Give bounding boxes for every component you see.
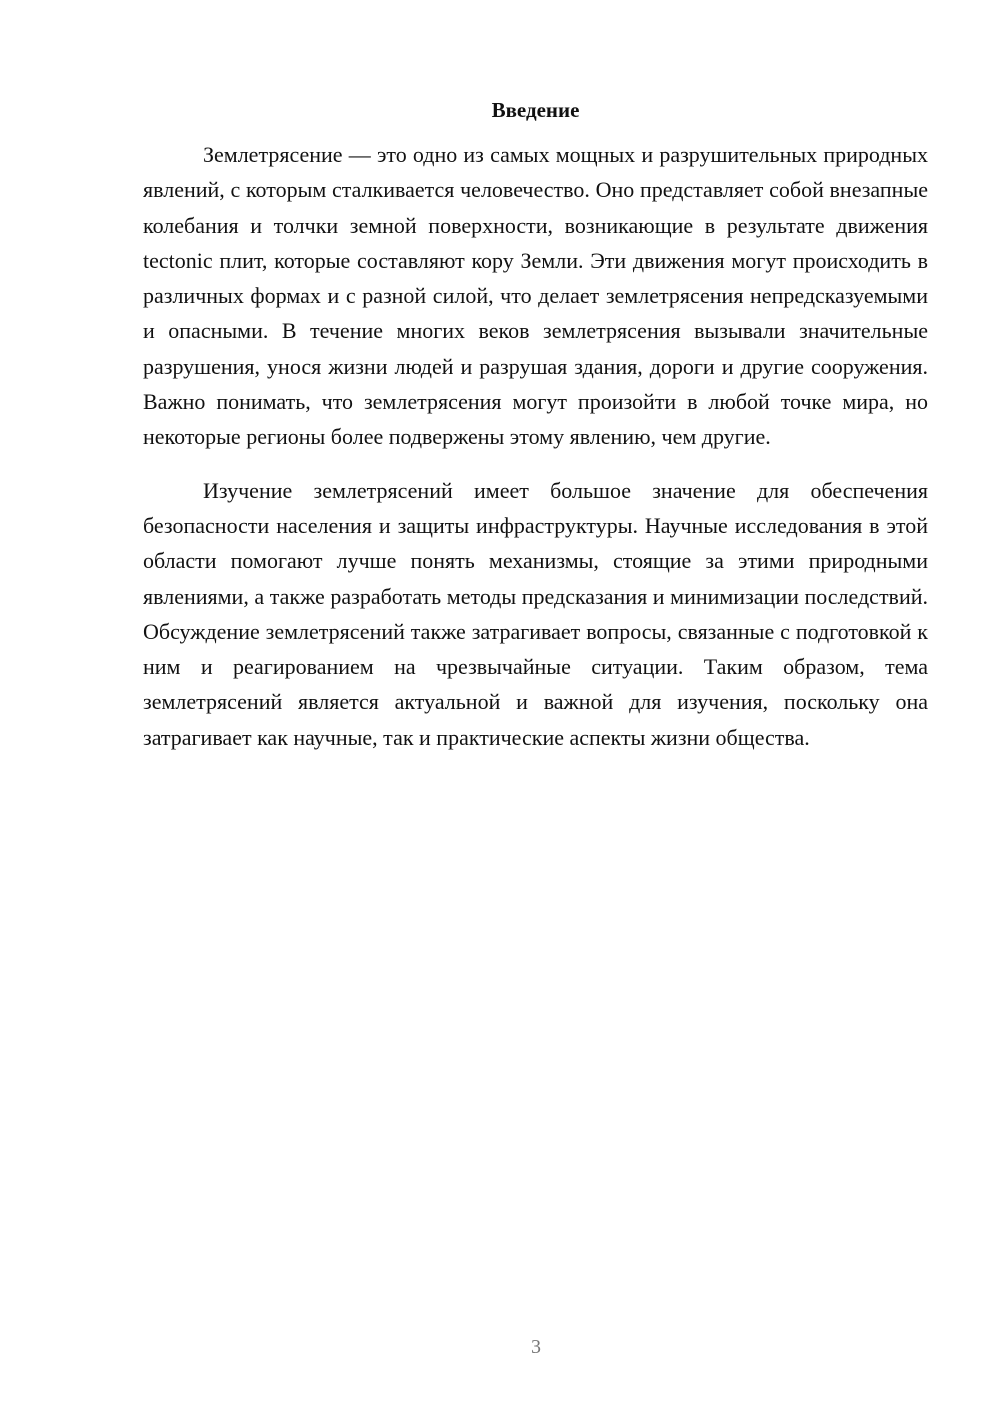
paragraph-intro-1: Землетрясение — это одно из самых мощных и разрушительных природных явлений, с которым сталкивается человечество. Оно представляет собой внезапные колебания и толчки земной поверхности, возникающие в результате движения tectonic плит, которые составляют кору Земли. Эти движения могут происходить в различных формах и с разной силой, что делает землетрясения непредсказуемыми и опасными. В течение многих веков землетрясения вызывали значительные разрушения, унося жизни людей и разрушая здания, дороги и другие сооружения. Важно понимать, что землетрясения могут произойти в любой точке мира, но некоторые регионы более подвержены этому явлению, чем другие.	[143, 142, 928, 450]
section-heading: Введение	[491, 98, 580, 122]
page-content	[143, 93, 928, 755]
page-number: 3	[531, 1336, 541, 1358]
paragraph-intro-2: Изучение землетрясений имеет большое значение для обеспечения безопасности населения и защиты инфраструктуры. Научные исследования в этой области помогают лучше понять механизмы, стоящие за этими природными явлениями, а также разработать методы предсказания и минимизации последствий. Обсуждение землетрясений также затрагивает вопросы, связанные с подготовкой к ним и реагированием на чрезвычайные ситуации. Таким образом, тема землетрясений является актуальной и важной для изучения, поскольку она затрагивает как научные, так и практические аспекты жизни общества.	[143, 477, 928, 750]
